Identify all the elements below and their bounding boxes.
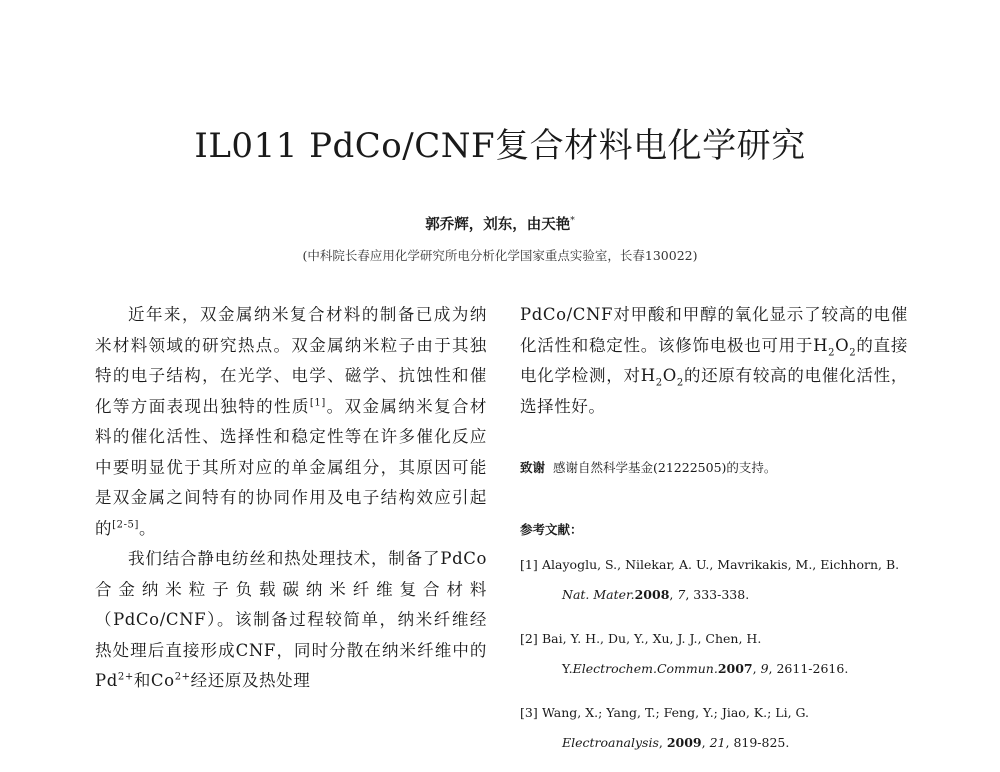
ref-year: 2009 [666,735,702,750]
paper-title: IL011 PdCo/CNF复合材料电化学研究 [194,126,806,166]
subscript: 2 [655,377,663,389]
result-paragraph [520,300,908,422]
intro-paragraph [95,300,487,544]
intro-text-1: 近年来，双金属纳米复合材料的制备已成为纳米材料领域的研究热点。双金属纳米粒子由于其独特的电子结构，在光学、电学、磁学、抗蚀性和催化等方面表现出独特的性质 [95,305,487,416]
method-text-1: 我们结合静电纺丝和热处理技术，制备了PdCo合金纳米粒子负载碳纳米纤维复合材料（PdCo/CNF）。该制备过程较简单，纳米纤维经热处理后直接形成CNF，同时分散在纳米纤维中的Pd [95,549,487,690]
co-charge: 2+ [174,671,191,683]
ref-journal: Nat. Mater. [562,587,635,602]
result-text-3: 的直接电化学检测，对H [520,335,908,385]
ref-journal: Electrochem.Commun. [572,661,718,676]
subscript: 2 [828,346,836,358]
ref-authors: Alayoglu, S., Nilekar, A. U., Mavrikakis, M., Eichhorn, B. [542,557,900,572]
ref-authors: Wang, X.; Yang, T.; Feng, Y.; Jiao, K.; Li, G. [542,705,810,720]
ack-label: 致谢 [520,460,546,475]
subscript: 2 [676,377,684,389]
ref-body: Alayoglu, S., Nilekar, A. U., Mavrikakis, M., Eichhorn, B. Nat. Mater.2008, 7, 333-338. [542,557,900,602]
method-text-3: 经还原及热处理 [190,671,311,690]
result-text-1: PdCo/CNF对甲酸和甲醇的氧化显示了较高的电催化活性和稳定性。该修饰电极也可用于H [520,305,908,355]
method-paragraph [95,544,487,697]
ref-body: Wang, X.; Yang, T.; Feng, Y.; Jiao, K.; Li, G. Electroanalysis, 2009, 21, 819-825. [542,705,810,750]
ref-pages: , 2611-2616. [768,661,849,676]
reference-list [520,550,908,772]
ref-year: 2008 [634,587,670,602]
result-text-2: O [835,335,850,355]
reference-item [520,550,908,610]
affiliation: (中科院长春应用化学研究所电分析化学国家重点实验室，长春130022) [302,248,698,263]
reference-item [520,624,908,684]
ref-prefix: Y. [562,661,573,676]
acknowledgement [520,458,908,476]
ref-authors: Bai, Y. H., Du, Y., Xu, J. J., Chen, H. [542,631,762,646]
ref-volume: 21 [709,735,726,750]
ack-text: 感谢自然科学基金(21222505)的支持。 [553,460,777,475]
author-list [0,213,1000,234]
intro-text-3: 。 [139,518,157,538]
result-text-4: O [662,366,677,385]
references-heading: 参考文献： [520,522,583,537]
left-column [95,300,487,697]
pd-charge: 2+ [117,671,134,683]
author-names: 郭乔辉，刘东，由天艳 [425,216,571,233]
ref-year: 2007 [717,661,753,676]
right-column [520,300,908,422]
ref-volume: 7 [677,587,686,602]
citation-1: [1] [309,397,326,408]
ref-number: [3] [520,705,538,720]
subscript: 2 [849,346,857,358]
ref-body: Bai, Y. H., Du, Y., Xu, J. J., Chen, H. Y.Electrochem.Commun.2007, 9, 2611-2616. [542,631,849,676]
ref-volume: 9 [760,661,769,676]
method-text-2: 和Co [133,671,175,690]
ref-number: [1] [520,557,538,572]
reference-item [520,698,908,758]
ref-pages: , 333-338. [685,587,750,602]
citation-2-5: [2-5] [112,519,140,530]
ref-journal: Electroanalysis [562,735,659,750]
corresponding-mark: * [570,216,575,227]
intro-text-2: 。双金属纳米复合材料的催化活性、选择性和稳定性等在许多催化反应中要明显优于其所对应的单金属组分，其原因可能是双金属之间特有的协同作用及电子结构效应引起的 [95,396,487,538]
ref-pages: , 819-825. [725,735,790,750]
result-text-5: 的还原有较高的电催化活性，选择性好。 [520,366,908,416]
ref-number: [2] [520,631,538,646]
